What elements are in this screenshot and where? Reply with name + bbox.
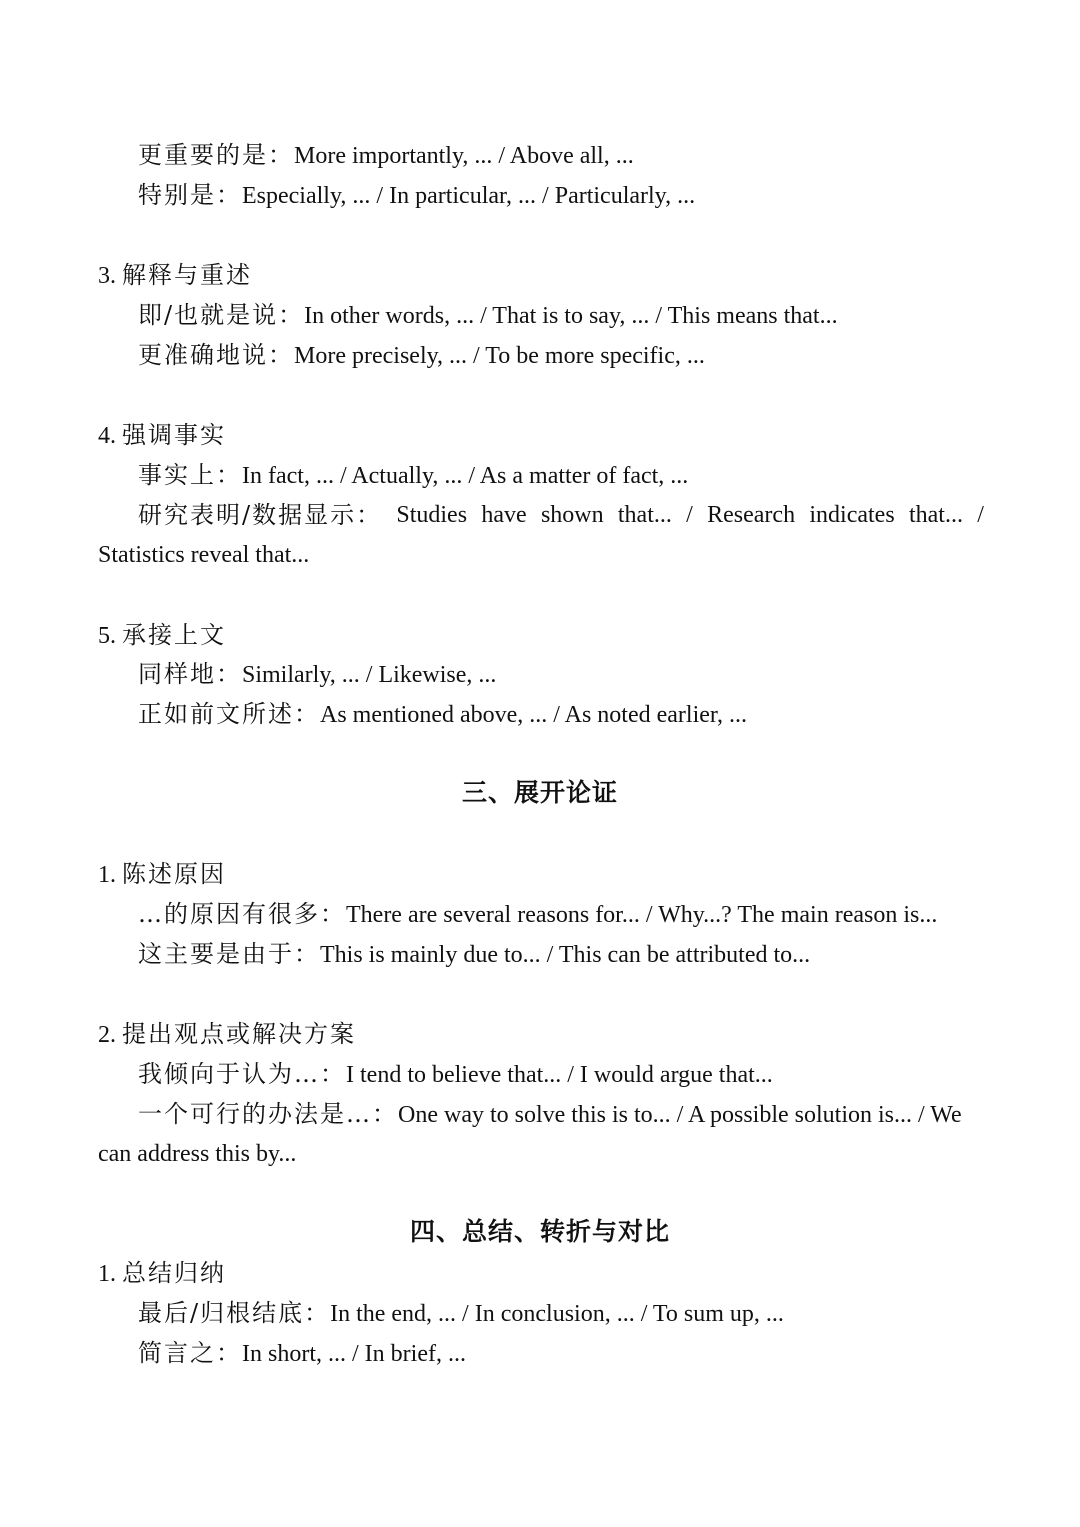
phrase-word: that... (908, 502, 963, 528)
phrase-english: In short, ... / In brief, ... (242, 1341, 466, 1367)
phrase-english: This is mainly due to... / This can be attributed to... (320, 942, 811, 968)
phrase-line (138, 899, 937, 930)
phrase-line (138, 1338, 466, 1369)
phrase-line (138, 300, 838, 331)
phrase-chinese: 正如前文所述： (138, 700, 320, 728)
phrase-line (138, 699, 747, 730)
phrase-english: There are several reasons for... / Why...? The main reason is... (346, 902, 938, 928)
phrase-line (138, 1059, 773, 1090)
phrase-line (138, 1298, 784, 1329)
phrase-continuation (98, 1139, 296, 1169)
subsection-title: 提出观点或解决方案 (122, 1020, 356, 1048)
phrase-word: that... (617, 502, 672, 528)
phrase-chinese: 简言之： (138, 1339, 242, 1367)
phrase-chinese: 一个可行的办法是…： (138, 1100, 398, 1128)
phrase-english: In fact, ... / Actually, ... / As a matter of fact, ... (242, 463, 689, 489)
phrase-english: In the end, ... / In conclusion, ... / To sum up, ... (330, 1301, 784, 1327)
phrase-chinese: 更重要的是： (138, 141, 294, 169)
subsection-number: 1. (98, 1261, 116, 1287)
phrase-line (138, 140, 634, 171)
phrase-english: Especially, ... / In particular, ... / Particularly, ... (242, 183, 696, 209)
phrase-chinese: 更准确地说： (138, 341, 294, 369)
phrase-chinese: 最后/归根结底： (138, 1299, 331, 1327)
phrase-word: shown (540, 502, 604, 528)
phrase-line (138, 180, 695, 211)
subsection-title: 强调事实 (122, 421, 226, 449)
phrase-line (138, 939, 810, 970)
phrase-chinese: 这主要是由于： (138, 940, 320, 968)
section-title: 四、总结、转折与对比 (409, 1217, 670, 1246)
subsection-number: 4. (98, 423, 116, 449)
phrase-english: In other words, ... / That is to say, ... / This means that... (304, 303, 838, 329)
phrase-line (138, 659, 496, 690)
subsection-title: 陈述原因 (122, 860, 226, 888)
phrase-line (138, 460, 688, 491)
phrase-english: One way to solve this is to... / A possible solution is... / We (398, 1102, 962, 1128)
subsection-heading (98, 859, 226, 890)
phrase-word: Studies (396, 502, 468, 528)
phrase-english: More precisely, ... / To be more specific, ... (294, 343, 705, 369)
phrase-line (138, 1099, 962, 1130)
subsection-number: 1. (98, 862, 116, 888)
phrase-english: Statistics reveal that... (98, 542, 310, 568)
phrase-chinese: 我倾向于认为…： (138, 1060, 346, 1088)
phrase-word: Research (707, 502, 796, 528)
subsection-heading (98, 260, 252, 291)
phrase-word: indicates (809, 502, 895, 528)
phrase-word: / (686, 502, 693, 528)
subsection-heading (98, 620, 226, 651)
phrase-chinese: 同样地： (138, 660, 242, 688)
phrase-chinese: 即/也就是说： (138, 301, 305, 329)
subsection-number: 5. (98, 623, 116, 649)
subsection-title: 总结归纳 (122, 1259, 226, 1287)
phrase-english: I tend to believe that... / I would argue that... (346, 1062, 773, 1088)
section-title: 三、展开论证 (461, 778, 618, 807)
subsection-heading (98, 420, 226, 451)
subsection-title: 解释与重述 (122, 261, 252, 289)
phrase-chinese: 事实上： (138, 461, 242, 489)
phrase-line (138, 340, 705, 371)
phrase-english: As mentioned above, ... / As noted earlier, ... (320, 702, 747, 728)
phrase-english: can address this by... (98, 1141, 297, 1167)
subsection-number: 3. (98, 263, 116, 289)
phrase-english: Similarly, ... / Likewise, ... (242, 662, 497, 688)
phrase-word: / (977, 502, 984, 528)
subsection-title: 承接上文 (122, 621, 226, 649)
subsection-number: 2. (98, 1022, 116, 1048)
phrase-chinese: 特别是： (138, 181, 242, 209)
phrase-continuation (98, 540, 309, 570)
phrase-chinese: …的原因有很多： (138, 900, 346, 928)
subsection-heading (98, 1019, 356, 1050)
phrase-line-justified (138, 500, 984, 530)
phrase-chinese: 研究表明/数据显示： (138, 501, 383, 529)
phrase-word: have (481, 502, 527, 528)
subsection-heading (98, 1258, 226, 1289)
phrase-english: More importantly, ... / Above all, ... (294, 143, 634, 169)
